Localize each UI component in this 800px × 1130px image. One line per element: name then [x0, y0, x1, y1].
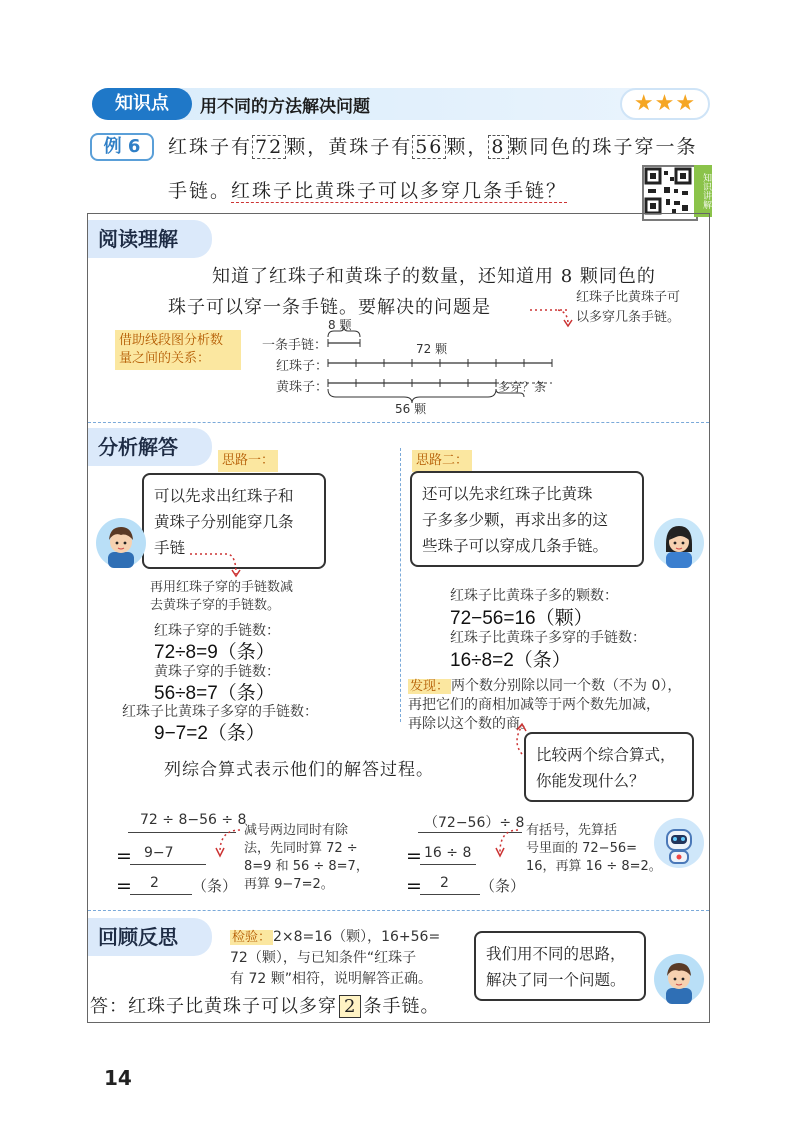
check-line: 2×8=16（颗），16+56= [273, 929, 441, 945]
idea1-tag: 思路一： [218, 450, 278, 472]
idea1-step2: 黄珠子穿的手链数： [154, 664, 280, 680]
hint-line: 量之间的关系： [119, 351, 211, 366]
answer-line [90, 992, 439, 1018]
problem-question: 红珠子比黄珠子可以多穿几条手链？ [231, 180, 568, 202]
underline [130, 894, 192, 895]
bubble-line: 黄珠子分别能穿几条 [154, 513, 294, 531]
note-line: 以多穿几条手链。 [576, 310, 681, 325]
discovery-note [408, 677, 708, 734]
right-calc-top: （72−56）÷ 8 [424, 815, 525, 831]
discovery-line: 两个数分别除以同一个数（不为 0）， [451, 678, 682, 694]
divider [88, 422, 709, 423]
review-bubble [474, 931, 646, 1001]
discovery-line: 再除以这个数的商。 [408, 716, 534, 732]
example-badge: 例 6 [90, 133, 154, 161]
underline [420, 864, 476, 865]
note-line: 再用红珠子穿的手链数减 [150, 580, 294, 595]
note-line: 号里面的 72−56= [526, 841, 638, 856]
section-reading-title: 阅读理解 [88, 220, 212, 258]
qr-label: 知识讲解 [694, 165, 712, 217]
eq-sign: = [116, 845, 132, 867]
problem-text: 红珠子有 [168, 136, 253, 158]
right-calc-note [526, 822, 662, 876]
column-divider [400, 448, 401, 722]
problem-text: 颗，黄珠子有 [286, 136, 413, 158]
pointer-arrow-icon [188, 546, 248, 582]
check-line: 有 72 颗”相符，说明解答正确。 [230, 971, 432, 987]
idea2-tag: 思路二： [412, 450, 472, 472]
bubble-line: 些珠子可以穿成几条手链。 [422, 537, 609, 555]
number-8: 8 [488, 135, 508, 159]
combined-formula-prompt: 列综合算式表示他们的解答过程。 [164, 760, 434, 780]
pointer-arrow-icon [488, 826, 524, 860]
number-56: 56 [412, 135, 446, 159]
reading-text-1: 知道了红珠子和黄珠子的数量，还知道用 8 颗同色的 [212, 266, 656, 287]
diagram-label-bracelet: 一条手链： [262, 338, 328, 353]
diagram-label-8: 8 颗 [328, 318, 352, 332]
check-note [230, 927, 462, 990]
eq-sign: = [406, 845, 422, 867]
answer-text: 答：红珠子比黄珠子可以多穿 [90, 996, 337, 1017]
note-line: 16，再算 16 ÷ 8=2。 [526, 859, 662, 874]
eq-sign: = [116, 875, 132, 897]
topic-title: 用不同的方法解决问题 [200, 97, 370, 117]
idea2-eq1: 72−56=16（颗） [450, 608, 593, 629]
robot-bubble [524, 732, 694, 802]
bubble-line: 可以先求出红珠子和 [154, 487, 294, 505]
left-calc-line2: 9−7 [144, 845, 174, 861]
divider [88, 910, 709, 911]
knowledge-point-badge: 知识点 [92, 88, 192, 120]
idea1-step1: 红珠子穿的手链数： [154, 623, 280, 639]
diagram-label-72: 72 颗 [416, 342, 448, 356]
pointer-arrow-icon [210, 826, 244, 860]
idea2-eq2: 16÷8=2（条） [450, 650, 571, 671]
idea1-eq3: 9−7=2（条） [154, 723, 265, 744]
girl-avatar [654, 518, 704, 568]
left-calc-result: 2 [150, 875, 159, 891]
bubble-line: 还可以先求红珠子比黄珠 [422, 485, 593, 503]
idea1-step3: 红珠子比黄珠子多穿的手链数： [122, 704, 318, 720]
idea1-eq1: 72÷8=9（条） [154, 642, 275, 663]
diagram-label-yellow: 黄珠子： [276, 380, 329, 395]
idea2-bubble [410, 471, 644, 567]
reading-side-note [576, 288, 680, 328]
note-line: 去黄珠子穿的手链数。 [150, 598, 281, 613]
note-line: 减号两边同时有除 [244, 823, 349, 838]
answer-number: 2 [339, 995, 361, 1018]
right-calc-result: 2 [440, 875, 449, 891]
hint-line: 借助线段图分析数 [119, 333, 224, 348]
section-analysis-title: 分析解答 [88, 428, 212, 466]
problem-line-1 [168, 132, 718, 159]
left-calc-note [244, 822, 369, 894]
check-tag: 检验： [232, 930, 272, 945]
bubble-line: 比较两个综合算式， [536, 746, 676, 764]
boy-avatar [654, 954, 704, 1004]
note-line: 法，先同时算 72 ÷ [244, 841, 358, 856]
line-segment-diagram [320, 325, 560, 415]
right-calc-unit: （条） [480, 877, 526, 895]
bubble-line: 解决了同一个问题。 [486, 971, 626, 989]
right-calc-line2: 16 ÷ 8 [424, 845, 472, 861]
underline [420, 894, 480, 895]
problem-text: 颗， [446, 136, 489, 158]
boy-avatar [96, 518, 146, 568]
answer-text: 条手链。 [363, 996, 440, 1017]
eq-sign: = [406, 875, 422, 897]
robot-avatar [654, 818, 704, 868]
diagram-label-56: 56 颗 [395, 402, 427, 416]
bubble-line: 子多多少颗，再求出多的这 [422, 511, 609, 529]
page-number: 14 [104, 1066, 132, 1090]
check-line: 72（颗），与已知条件“红珠子 [230, 950, 417, 966]
hint-note [115, 330, 241, 370]
idea2-step1: 红珠子比黄珠子多的颗数： [450, 588, 618, 604]
number-72: 72 [252, 135, 286, 159]
bubble-line: 你能发现什么？ [536, 772, 645, 790]
discovery-line: 再把它们的商相加减等于两个数先加减， [408, 697, 660, 713]
bubble-line: 我们用不同的思路， [486, 945, 626, 963]
left-calc-unit: （条） [192, 877, 238, 895]
underline [130, 864, 206, 865]
idea1-note [150, 579, 293, 615]
note-line: 8=9 和 56 ÷ 8=7， [244, 859, 369, 874]
problem-line-2 [168, 176, 567, 203]
section-review-title: 回顾反思 [88, 918, 212, 956]
pointer-arrow-icon [528, 298, 574, 328]
difficulty-stars-icon: ★★★ [620, 88, 710, 120]
problem-text: 手链。 [168, 180, 232, 202]
note-line: 红珠子比黄珠子可 [576, 290, 681, 305]
idea1-eq2: 56÷8=7（条） [154, 683, 275, 704]
discovery-tag: 发现： [410, 679, 450, 694]
note-line: 再算 9−7=2。 [244, 877, 334, 892]
diagram-label-red: 红珠子： [276, 359, 329, 374]
diagram-label-question: 多穿？条 [498, 380, 547, 394]
idea2-step2: 红珠子比黄珠子多穿的手链数： [450, 630, 646, 646]
bubble-line: 手链 [154, 539, 186, 557]
note-line: 有括号，先算括 [526, 823, 618, 838]
problem-text: 颗同色的珠子穿一条 [508, 136, 698, 158]
reading-text-2: 珠子可以穿一条手链。要解决的问题是 [168, 297, 491, 318]
left-calc-top: 72 ÷ 8−56 ÷ 8 [140, 812, 247, 828]
